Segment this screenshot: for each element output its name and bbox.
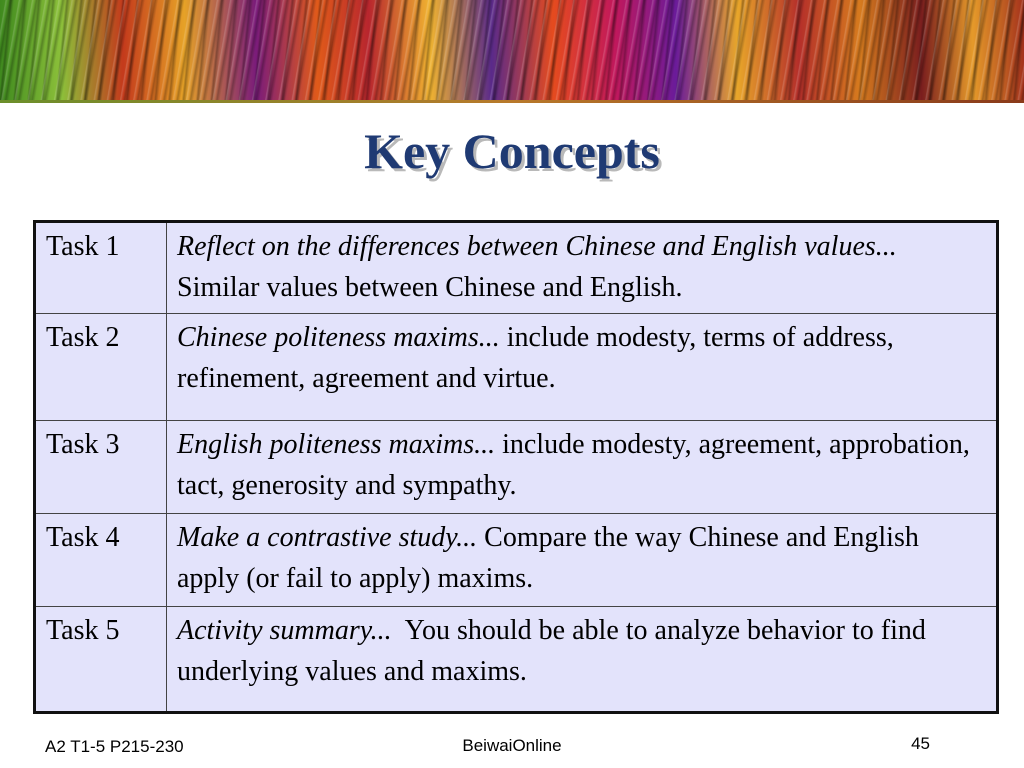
table-row: [35, 222, 998, 314]
footer-reference: A2 T1-5 P215-230: [45, 737, 184, 756]
table-row: [35, 314, 998, 421]
task-description: [167, 314, 998, 421]
task-heading: Activity summary...: [177, 615, 392, 646]
task-heading: Reflect on the differences between Chinese and English values...: [177, 231, 897, 262]
task-label: Task 5: [35, 607, 167, 713]
task-text: include modesty, agreement, approbation, tact, generosity and sympathy.: [177, 429, 970, 501]
task-label: Task 4: [35, 514, 167, 607]
task-heading: Make a contrastive study...: [177, 522, 478, 553]
table-row: [35, 421, 998, 514]
slide-title: Key Concepts: [364, 123, 660, 179]
task-description: [167, 514, 998, 607]
task-heading: English politeness maxims...: [177, 429, 496, 460]
task-description: [167, 421, 998, 514]
task-text: Compare the way Chinese and English apply (or fail to apply) maxims.: [177, 522, 919, 594]
task-label: Task 3: [35, 421, 167, 514]
table-row: [35, 514, 998, 607]
footer-source: BeiwaiOnline: [462, 736, 562, 755]
task-text: include modesty, terms of address, refinement, agreement and virtue.: [177, 322, 894, 394]
task-description: [167, 222, 998, 314]
table-row: [35, 607, 998, 713]
task-description: [167, 607, 998, 713]
decorative-banner: [0, 0, 1024, 103]
task-text: You should be able to analyze behavior to find underlying values and maxims.: [177, 615, 933, 687]
task-label: Task 2: [35, 314, 167, 421]
key-concepts-table: [33, 220, 999, 714]
task-label: Task 1: [35, 222, 167, 314]
task-heading: Chinese politeness maxims...: [177, 322, 500, 353]
task-text: Similar values between Chinese and English.: [177, 272, 683, 303]
page-number: 45: [911, 734, 930, 753]
